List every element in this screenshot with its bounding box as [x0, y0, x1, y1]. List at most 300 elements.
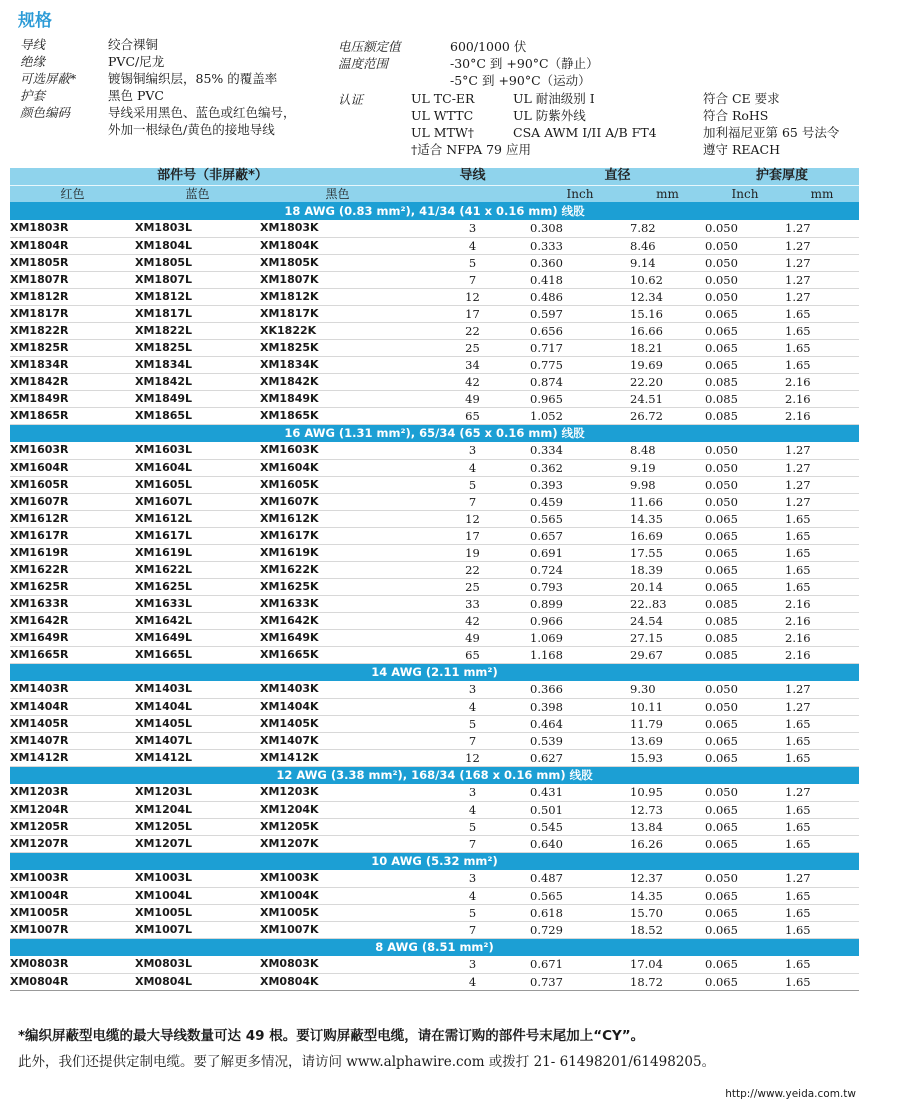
part-black: XM1625K [260, 578, 415, 595]
diameter-mm: 16.69 [630, 527, 705, 544]
jacket-mm: 1.65 [785, 732, 859, 749]
part-red: XM1617R [10, 527, 135, 544]
part-blue: XM1204L [135, 801, 260, 818]
jacket-inch: 0.065 [705, 578, 785, 595]
cert-item: †适合 NFPA 79 应用 [411, 142, 531, 157]
diameter-mm: 15.70 [630, 904, 705, 921]
diameter-inch: 0.717 [530, 339, 630, 356]
table-row [10, 561, 859, 578]
jacket-inch: 0.085 [705, 407, 785, 424]
part-blue: XM1822L [135, 322, 260, 339]
diameter-mm: 22.20 [630, 373, 705, 390]
cert-item: UL 防紫外线 [513, 108, 586, 123]
part-red: XM1604R [10, 459, 135, 476]
conductors: 7 [415, 493, 530, 510]
part-blue: XM1812L [135, 288, 260, 305]
part-black: XM1665K [260, 646, 415, 663]
spec-row [20, 53, 350, 70]
part-black: XM1403K [260, 681, 415, 698]
cert-item: 符合 CE 要求 [703, 91, 780, 106]
spec-row [20, 121, 350, 138]
specs-mid [338, 38, 898, 89]
jacket-mm: 1.27 [785, 476, 859, 493]
diameter-mm: 7.82 [630, 220, 705, 237]
diameter-inch: 0.362 [530, 459, 630, 476]
header-part: 部件号（非屏蔽*） [10, 168, 415, 185]
part-blue: XM1633L [135, 595, 260, 612]
subheader-mm-jacket: mm [785, 185, 859, 202]
part-blue: XM1005L [135, 904, 260, 921]
table-row [10, 407, 859, 424]
part-blue: XM1603L [135, 442, 260, 459]
conductors: 7 [415, 921, 530, 938]
part-black: XM1817K [260, 305, 415, 322]
conductors: 65 [415, 646, 530, 663]
conductors: 25 [415, 339, 530, 356]
table-subheader [10, 185, 859, 202]
page-title: 规格 [18, 11, 52, 31]
jacket-mm: 1.27 [785, 698, 859, 715]
diameter-inch: 0.565 [530, 510, 630, 527]
conductors: 25 [415, 578, 530, 595]
table-row [10, 339, 859, 356]
part-blue: XM1405L [135, 715, 260, 732]
part-black: XM1842K [260, 373, 415, 390]
jacket-mm: 1.65 [785, 818, 859, 835]
conductors: 12 [415, 510, 530, 527]
jacket-mm: 1.27 [785, 254, 859, 271]
diameter-inch: 0.418 [530, 271, 630, 288]
cert-item: UL TC-ER [411, 91, 475, 106]
jacket-inch: 0.065 [705, 973, 785, 990]
table-row [10, 629, 859, 646]
part-black: XM1812K [260, 288, 415, 305]
part-red: XM0803R [10, 956, 135, 973]
conductors: 5 [415, 254, 530, 271]
part-blue: XM1622L [135, 561, 260, 578]
jacket-inch: 0.065 [705, 818, 785, 835]
spec-row [338, 38, 898, 55]
table-row [10, 973, 859, 990]
spec-value: 绞合裸铜 [108, 37, 159, 52]
jacket-inch: 0.050 [705, 681, 785, 698]
table-row [10, 681, 859, 698]
conductors: 7 [415, 271, 530, 288]
group-header [10, 424, 859, 442]
part-red: XM1834R [10, 356, 135, 373]
spec-value: 600/1000 伏 [450, 39, 527, 54]
subheader-empty [415, 185, 530, 202]
part-black: XM1649K [260, 629, 415, 646]
jacket-mm: 2.16 [785, 629, 859, 646]
part-red: XM1205R [10, 818, 135, 835]
part-black: XM1412K [260, 749, 415, 766]
subheader-red: 红色 [10, 185, 135, 202]
part-black: XM1207K [260, 835, 415, 852]
part-blue: XM1807L [135, 271, 260, 288]
subheader-inch-jacket: Inch [705, 185, 785, 202]
diameter-mm: 15.16 [630, 305, 705, 322]
part-red: XM1619R [10, 544, 135, 561]
table-row [10, 956, 859, 973]
jacket-inch: 0.065 [705, 732, 785, 749]
group-header [10, 663, 859, 681]
conductors: 19 [415, 544, 530, 561]
jacket-inch: 0.065 [705, 544, 785, 561]
part-blue: XM1804L [135, 237, 260, 254]
jacket-inch: 0.050 [705, 459, 785, 476]
diameter-inch: 0.874 [530, 373, 630, 390]
conductors: 17 [415, 305, 530, 322]
part-blue: XM1412L [135, 749, 260, 766]
part-black: XM1834K [260, 356, 415, 373]
jacket-mm: 1.27 [785, 288, 859, 305]
jacket-inch: 0.050 [705, 870, 785, 887]
group-header [10, 766, 859, 784]
part-blue: XM1404L [135, 698, 260, 715]
spec-key: 导线 [20, 37, 46, 52]
part-black: XM1204K [260, 801, 415, 818]
diameter-inch: 0.334 [530, 442, 630, 459]
part-red: XM1622R [10, 561, 135, 578]
jacket-mm: 2.16 [785, 373, 859, 390]
diameter-mm: 9.98 [630, 476, 705, 493]
part-red: XM1842R [10, 373, 135, 390]
diameter-inch: 0.459 [530, 493, 630, 510]
part-red: XM1005R [10, 904, 135, 921]
part-red: XM1204R [10, 801, 135, 818]
spec-row [20, 87, 350, 104]
jacket-inch: 0.065 [705, 305, 785, 322]
table-row [10, 749, 859, 766]
jacket-mm: 1.65 [785, 887, 859, 904]
part-red: XM1642R [10, 612, 135, 629]
jacket-mm: 1.27 [785, 870, 859, 887]
part-red: XM0804R [10, 973, 135, 990]
subheader-blue: 蓝色 [135, 185, 260, 202]
diameter-inch: 0.618 [530, 904, 630, 921]
cert-row [411, 124, 900, 141]
diameter-inch: 0.333 [530, 237, 630, 254]
part-black: XK1822K [260, 322, 415, 339]
header-conductors: 导线 [415, 168, 530, 185]
spec-row [20, 36, 350, 53]
jacket-inch: 0.050 [705, 220, 785, 237]
part-red: XM1807R [10, 271, 135, 288]
group-label: 14 AWG (2.11 mm²) [10, 663, 859, 681]
group-label: 16 AWG (1.31 mm²), 65/34 (65 x 0.16 mm) 线股 [10, 424, 859, 442]
diameter-inch: 0.775 [530, 356, 630, 373]
jacket-mm: 1.65 [785, 510, 859, 527]
group-label: 8 AWG (8.51 mm²) [10, 938, 859, 956]
header-diameter: 直径 [530, 168, 705, 185]
jacket-inch: 0.085 [705, 373, 785, 390]
conductors: 33 [415, 595, 530, 612]
spec-value: PVC/尼龙 [108, 54, 165, 69]
jacket-inch: 0.065 [705, 339, 785, 356]
diameter-inch: 0.366 [530, 681, 630, 698]
jacket-inch: 0.065 [705, 356, 785, 373]
part-black: XM1805K [260, 254, 415, 271]
diameter-inch: 0.737 [530, 973, 630, 990]
diameter-mm: 16.26 [630, 835, 705, 852]
diameter-inch: 1.052 [530, 407, 630, 424]
part-blue: XM1649L [135, 629, 260, 646]
spec-key: 颜色编码 [20, 105, 71, 120]
table-row [10, 373, 859, 390]
part-blue: XM1642L [135, 612, 260, 629]
part-red: XM1817R [10, 305, 135, 322]
jacket-mm: 2.16 [785, 595, 859, 612]
part-blue: XM1403L [135, 681, 260, 698]
part-black: XM1004K [260, 887, 415, 904]
diameter-inch: 0.656 [530, 322, 630, 339]
cert-item: UL MTW† [411, 125, 475, 140]
diameter-mm: 14.35 [630, 887, 705, 904]
table-header [10, 168, 859, 185]
part-black: XM1804K [260, 237, 415, 254]
cert-item: 遵守 REACH [703, 142, 781, 157]
diameter-inch: 0.729 [530, 921, 630, 938]
conductors: 22 [415, 561, 530, 578]
jacket-mm: 2.16 [785, 407, 859, 424]
table-row [10, 904, 859, 921]
part-blue: XM1849L [135, 390, 260, 407]
spec-value: 外加一根绿色/黄色的接地导线 [108, 122, 275, 137]
jacket-inch: 0.065 [705, 801, 785, 818]
part-blue: XM1604L [135, 459, 260, 476]
group-header [10, 852, 859, 870]
jacket-mm: 1.65 [785, 356, 859, 373]
subheader-inch-diameter: Inch [530, 185, 630, 202]
spec-row [20, 70, 350, 87]
jacket-mm: 1.65 [785, 322, 859, 339]
table-row [10, 544, 859, 561]
table-row [10, 818, 859, 835]
part-black: XM1205K [260, 818, 415, 835]
jacket-mm: 1.65 [785, 715, 859, 732]
table-row [10, 715, 859, 732]
cert-row [411, 107, 900, 124]
conductors: 49 [415, 390, 530, 407]
jacket-mm: 2.16 [785, 390, 859, 407]
diameter-mm: 12.37 [630, 870, 705, 887]
part-blue: XM1825L [135, 339, 260, 356]
diameter-inch: 0.501 [530, 801, 630, 818]
cert-row [411, 141, 900, 158]
conductors: 3 [415, 870, 530, 887]
spec-value: -5°C 到 +90°C（运动） [450, 73, 591, 88]
diameter-inch: 0.965 [530, 390, 630, 407]
jacket-mm: 1.27 [785, 681, 859, 698]
conductors: 4 [415, 973, 530, 990]
jacket-inch: 0.050 [705, 254, 785, 271]
diameter-mm: 9.14 [630, 254, 705, 271]
jacket-mm: 1.27 [785, 271, 859, 288]
diameter-mm: 9.30 [630, 681, 705, 698]
spec-key: 护套 [20, 88, 46, 103]
cert-item: 符合 RoHS [703, 108, 769, 123]
diameter-inch: 0.793 [530, 578, 630, 595]
conductors: 22 [415, 322, 530, 339]
table-row [10, 921, 859, 938]
cert-row [411, 90, 900, 107]
jacket-mm: 2.16 [785, 612, 859, 629]
diameter-mm: 13.84 [630, 818, 705, 835]
diameter-inch: 0.966 [530, 612, 630, 629]
diameter-inch: 0.360 [530, 254, 630, 271]
part-red: XM1607R [10, 493, 135, 510]
part-black: XM1865K [260, 407, 415, 424]
diameter-inch: 0.308 [530, 220, 630, 237]
diameter-inch: 0.899 [530, 595, 630, 612]
part-red: XM1649R [10, 629, 135, 646]
part-black: XM1633K [260, 595, 415, 612]
part-red: XM1403R [10, 681, 135, 698]
table-row [10, 612, 859, 629]
jacket-mm: 1.65 [785, 339, 859, 356]
diameter-mm: 20.14 [630, 578, 705, 595]
diameter-mm: 13.69 [630, 732, 705, 749]
table-row [10, 578, 859, 595]
part-black: XM0803K [260, 956, 415, 973]
part-red: XM1603R [10, 442, 135, 459]
spec-key [20, 121, 108, 138]
part-black: XM1849K [260, 390, 415, 407]
diameter-mm: 26.72 [630, 407, 705, 424]
part-black: XM1612K [260, 510, 415, 527]
group-header [10, 202, 859, 220]
part-red: XM1405R [10, 715, 135, 732]
diameter-inch: 1.168 [530, 646, 630, 663]
part-blue: XM1625L [135, 578, 260, 595]
conductors: 49 [415, 629, 530, 646]
jacket-mm: 2.16 [785, 646, 859, 663]
diameter-mm: 12.73 [630, 801, 705, 818]
jacket-mm: 1.27 [785, 237, 859, 254]
table-row [10, 493, 859, 510]
diameter-mm: 14.35 [630, 510, 705, 527]
table-row [10, 595, 859, 612]
table-row [10, 322, 859, 339]
diameter-inch: 0.539 [530, 732, 630, 749]
part-blue: XM1207L [135, 835, 260, 852]
diameter-mm: 10.95 [630, 784, 705, 801]
part-blue: XM1407L [135, 732, 260, 749]
diameter-inch: 0.671 [530, 956, 630, 973]
conductors: 34 [415, 356, 530, 373]
table-row [10, 288, 859, 305]
part-red: XM1605R [10, 476, 135, 493]
spec-key [338, 72, 450, 89]
part-blue: XM1803L [135, 220, 260, 237]
specs-left [20, 36, 350, 138]
jacket-inch: 0.065 [705, 322, 785, 339]
jacket-mm: 1.27 [785, 459, 859, 476]
cert-item: UL WTTC [411, 108, 474, 123]
part-blue: XM1203L [135, 784, 260, 801]
part-black: XM1203K [260, 784, 415, 801]
part-blue: XM1205L [135, 818, 260, 835]
jacket-inch: 0.065 [705, 956, 785, 973]
conductors: 5 [415, 904, 530, 921]
diameter-mm: 18.52 [630, 921, 705, 938]
diameter-inch: 1.069 [530, 629, 630, 646]
jacket-inch: 0.065 [705, 749, 785, 766]
part-red: XM1612R [10, 510, 135, 527]
diameter-mm: 29.67 [630, 646, 705, 663]
jacket-inch: 0.050 [705, 698, 785, 715]
table-row [10, 784, 859, 801]
diameter-mm: 16.66 [630, 322, 705, 339]
conductors: 4 [415, 459, 530, 476]
diameter-mm: 24.54 [630, 612, 705, 629]
spec-key: 电压额定值 [338, 39, 401, 54]
table-row [10, 356, 859, 373]
diameter-mm: 11.79 [630, 715, 705, 732]
spec-row [338, 72, 898, 89]
part-black: XM1604K [260, 459, 415, 476]
diameter-mm: 8.48 [630, 442, 705, 459]
jacket-inch: 0.085 [705, 646, 785, 663]
diameter-mm: 10.11 [630, 698, 705, 715]
part-red: XM1633R [10, 595, 135, 612]
part-black: XM1404K [260, 698, 415, 715]
group-label: 18 AWG (0.83 mm²), 41/34 (41 x 0.16 mm) 线股 [10, 202, 859, 220]
cert-item [513, 141, 703, 158]
conductors: 3 [415, 784, 530, 801]
conductors: 65 [415, 407, 530, 424]
jacket-inch: 0.085 [705, 595, 785, 612]
part-blue: XM0804L [135, 973, 260, 990]
diameter-inch: 0.691 [530, 544, 630, 561]
subheader-mm-diameter: mm [630, 185, 705, 202]
part-blue: XM1805L [135, 254, 260, 271]
table-row [10, 305, 859, 322]
part-red: XM1805R [10, 254, 135, 271]
jacket-mm: 1.65 [785, 544, 859, 561]
group-label: 12 AWG (3.38 mm²), 168/34 (168 x 0.16 mm) 线股 [10, 766, 859, 784]
jacket-mm: 1.65 [785, 801, 859, 818]
spec-key: 可选屏蔽* [20, 71, 77, 86]
spec-value: 导线采用黑色、蓝色或红色编号， [108, 105, 296, 120]
conductors: 42 [415, 373, 530, 390]
diameter-inch: 0.487 [530, 870, 630, 887]
conductors: 3 [415, 681, 530, 698]
table-row [10, 237, 859, 254]
spec-key: 温度范围 [338, 56, 389, 71]
diameter-mm: 9.19 [630, 459, 705, 476]
part-black: XM1603K [260, 442, 415, 459]
jacket-mm: 1.65 [785, 921, 859, 938]
part-red: XM1849R [10, 390, 135, 407]
part-blue: XM0803L [135, 956, 260, 973]
jacket-inch: 0.050 [705, 476, 785, 493]
jacket-mm: 1.65 [785, 749, 859, 766]
table-row [10, 801, 859, 818]
part-red: XM1803R [10, 220, 135, 237]
jacket-inch: 0.085 [705, 612, 785, 629]
diameter-mm: 15.93 [630, 749, 705, 766]
diameter-inch: 0.464 [530, 715, 630, 732]
conductors: 3 [415, 220, 530, 237]
table-row [10, 476, 859, 493]
diameter-inch: 0.724 [530, 561, 630, 578]
part-red: XM1804R [10, 237, 135, 254]
diameter-mm: 8.46 [630, 237, 705, 254]
table-row [10, 459, 859, 476]
diameter-inch: 0.486 [530, 288, 630, 305]
